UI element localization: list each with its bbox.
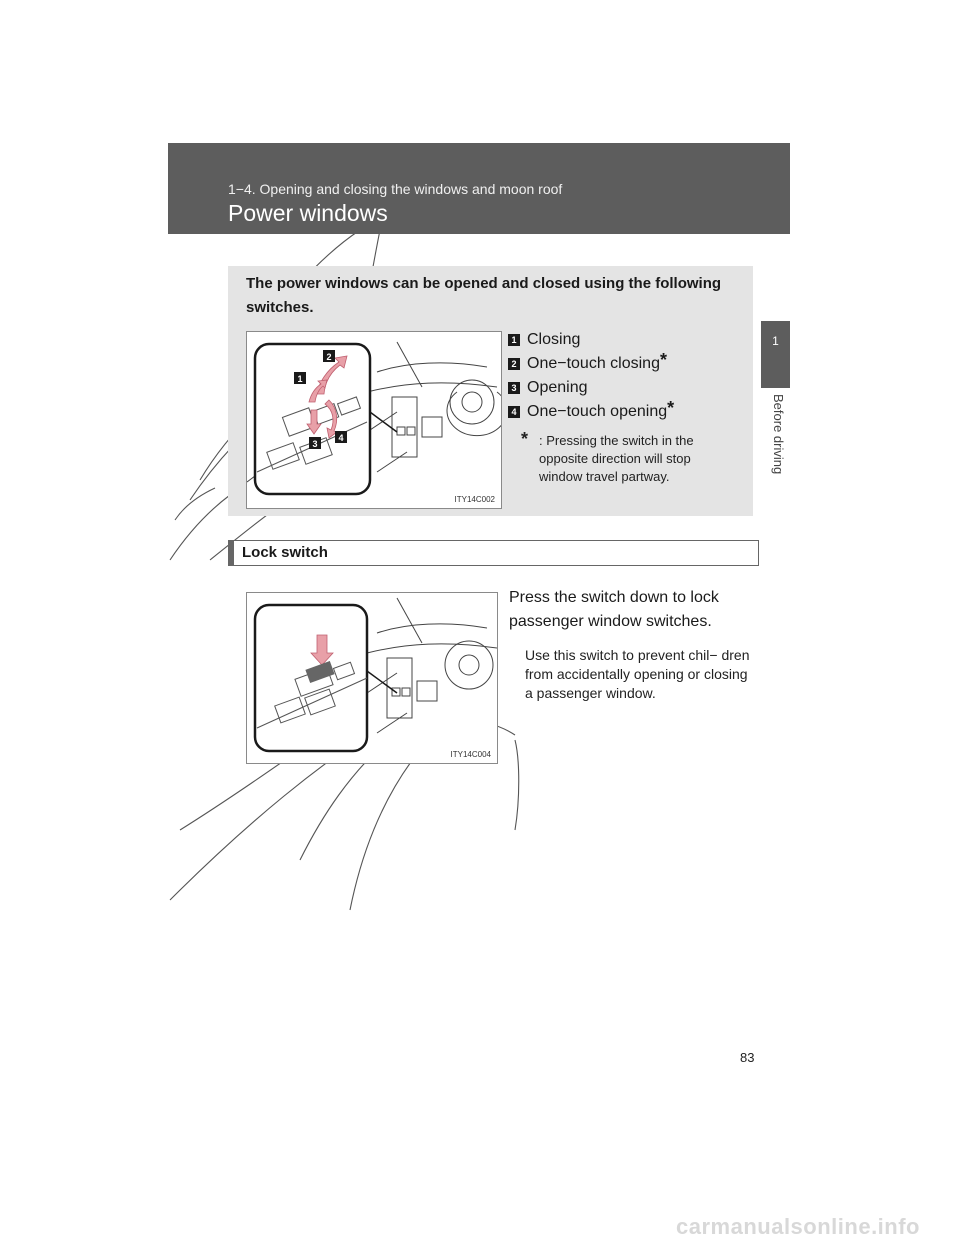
chapter-number: 1 (772, 334, 779, 348)
watermark (0, 1210, 960, 1243)
power-window-switch-figure (246, 331, 502, 509)
legend-label: One−touch closing (527, 355, 660, 372)
section-label: 1−4. Opening and closing the windows and moon roof (228, 181, 563, 197)
legend-label: Opening (527, 379, 588, 396)
lock-switch-note: Use this switch to prevent chil− dren from accidentally opening or closing a passenger window. (525, 647, 750, 701)
switch-panel-drawing (247, 332, 501, 508)
legend-asterisk: * (659, 350, 667, 370)
lock-switch-heading-bar (228, 540, 759, 566)
chapter-label: Before driving (771, 394, 786, 475)
legend-label: One−touch opening (527, 403, 668, 420)
watermark-text: carmanualsonline.info (676, 1214, 920, 1239)
chapter-tab (761, 321, 790, 388)
legend-item (508, 398, 748, 425)
legend-label: Closing (527, 331, 581, 348)
callout-3-label: 3 (312, 439, 318, 449)
legend-item (508, 377, 748, 401)
page-title: Power windows (228, 200, 388, 226)
callout-2-label: 2 (326, 352, 332, 362)
figure-code: ITY14C002 (454, 495, 495, 504)
legend-asterisk: * (667, 398, 675, 418)
lock-switch-figure (246, 592, 498, 764)
footnote-text: : Pressing the switch in the opposite direction will stop window travel partway. (539, 433, 694, 484)
page-number: 83 (740, 1050, 755, 1065)
legend-number: 2 (508, 358, 520, 370)
footnote-asterisk: * (521, 429, 529, 449)
legend-number: 3 (508, 382, 520, 394)
legend-item (508, 329, 748, 353)
legend-item (508, 350, 748, 377)
switch-legend (508, 329, 748, 425)
intro-text: The power windows can be opened and closed using the following switches. (246, 275, 722, 316)
callout-1-label: 1 (297, 374, 303, 384)
footnote (521, 429, 729, 486)
legend-number: 1 (508, 334, 520, 346)
lock-switch-instruction: Press the switch down to lock passenger window switches. (509, 589, 719, 630)
callout-4-label: 4 (338, 433, 344, 443)
lock-switch-heading: Lock switch (242, 544, 328, 561)
lock-switch-drawing (247, 593, 497, 763)
legend-number: 4 (508, 406, 520, 418)
figure-code: ITY14C004 (450, 750, 491, 759)
